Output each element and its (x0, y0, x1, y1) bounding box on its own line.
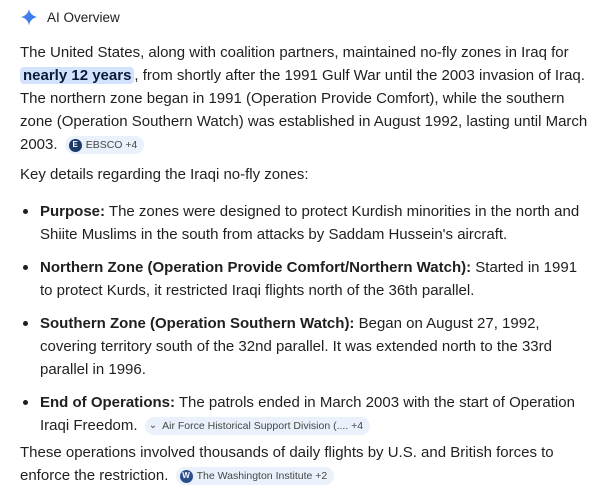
intro-text-start: The United States, along with coalition partners, maintained no-fly zones in Iraq for (20, 44, 569, 61)
bullet-term: End of Operations: (40, 394, 175, 411)
ai-overview-header (20, 6, 120, 28)
source-chip-ebsco[interactable] (65, 136, 145, 154)
list-item-southern-zone (20, 312, 588, 381)
source-chip-label: The Washington Institute +2 (196, 470, 328, 482)
intro-text-end: , from shortly after the 1991 Gulf War until the 2003 invasion of Iraq. The northern zone began in 1991 (Operation Provide Comfort), while the southern zone (Operation Southern Watch) was established in August 1992, lasting until March 2003. (20, 67, 588, 153)
highlighted-answer: nearly 12 years (20, 67, 134, 84)
list-item-end-of-operations (20, 391, 588, 437)
source-logo-icon: E (69, 139, 82, 152)
bullet-text: The patrols ended in March 2003 with the start of Operation Iraqi Freedom. (40, 394, 575, 434)
source-logo-icon: W (180, 470, 193, 483)
bullet-text: Began on August 27, 1992, covering territory south of the 32nd parallel. It was extended north to the 33rd parallel in 1996. (40, 315, 552, 378)
source-chip-label: Air Force Historical Support Division (.... +4 (162, 420, 364, 432)
source-chip-air-force[interactable] (145, 417, 370, 435)
bullet-term: Purpose: (40, 203, 106, 220)
list-item-purpose (20, 200, 588, 246)
ai-overview-title: AI Overview (47, 9, 120, 25)
source-chip-washington-institute[interactable] (176, 467, 335, 485)
chevron-down-icon: ⌄ (148, 420, 158, 431)
sparkle-icon (20, 8, 38, 26)
details-list (20, 200, 588, 447)
bullet-dot (23, 265, 28, 270)
bullet-term: Southern Zone (Operation Southern Watch): (40, 315, 355, 332)
closing-paragraph (20, 441, 588, 487)
list-item-northern-zone (20, 256, 588, 302)
bullet-term: Northern Zone (Operation Provide Comfort/Northern Watch): (40, 259, 472, 276)
bullet-dot (23, 400, 28, 405)
bullet-text: Started in 1991 to protect Kurds, it restricted Iraqi flights north of the 36th parallel. (40, 259, 578, 299)
source-chip-label: EBSCO +4 (85, 139, 138, 151)
closing-text: These operations involved thousands of daily flights by U.S. and British forces to enforce the restriction. (20, 444, 554, 484)
key-details-heading: Key details regarding the Iraqi no-fly zones: (20, 166, 309, 183)
bullet-text: The zones were designed to protect Kurdish minorities in the north and Shiite Muslims in the south from attacks by Saddam Hussein's aircraft. (40, 203, 580, 243)
intro-paragraph (20, 41, 588, 156)
bullet-dot (23, 321, 28, 326)
bullet-dot (23, 209, 28, 214)
